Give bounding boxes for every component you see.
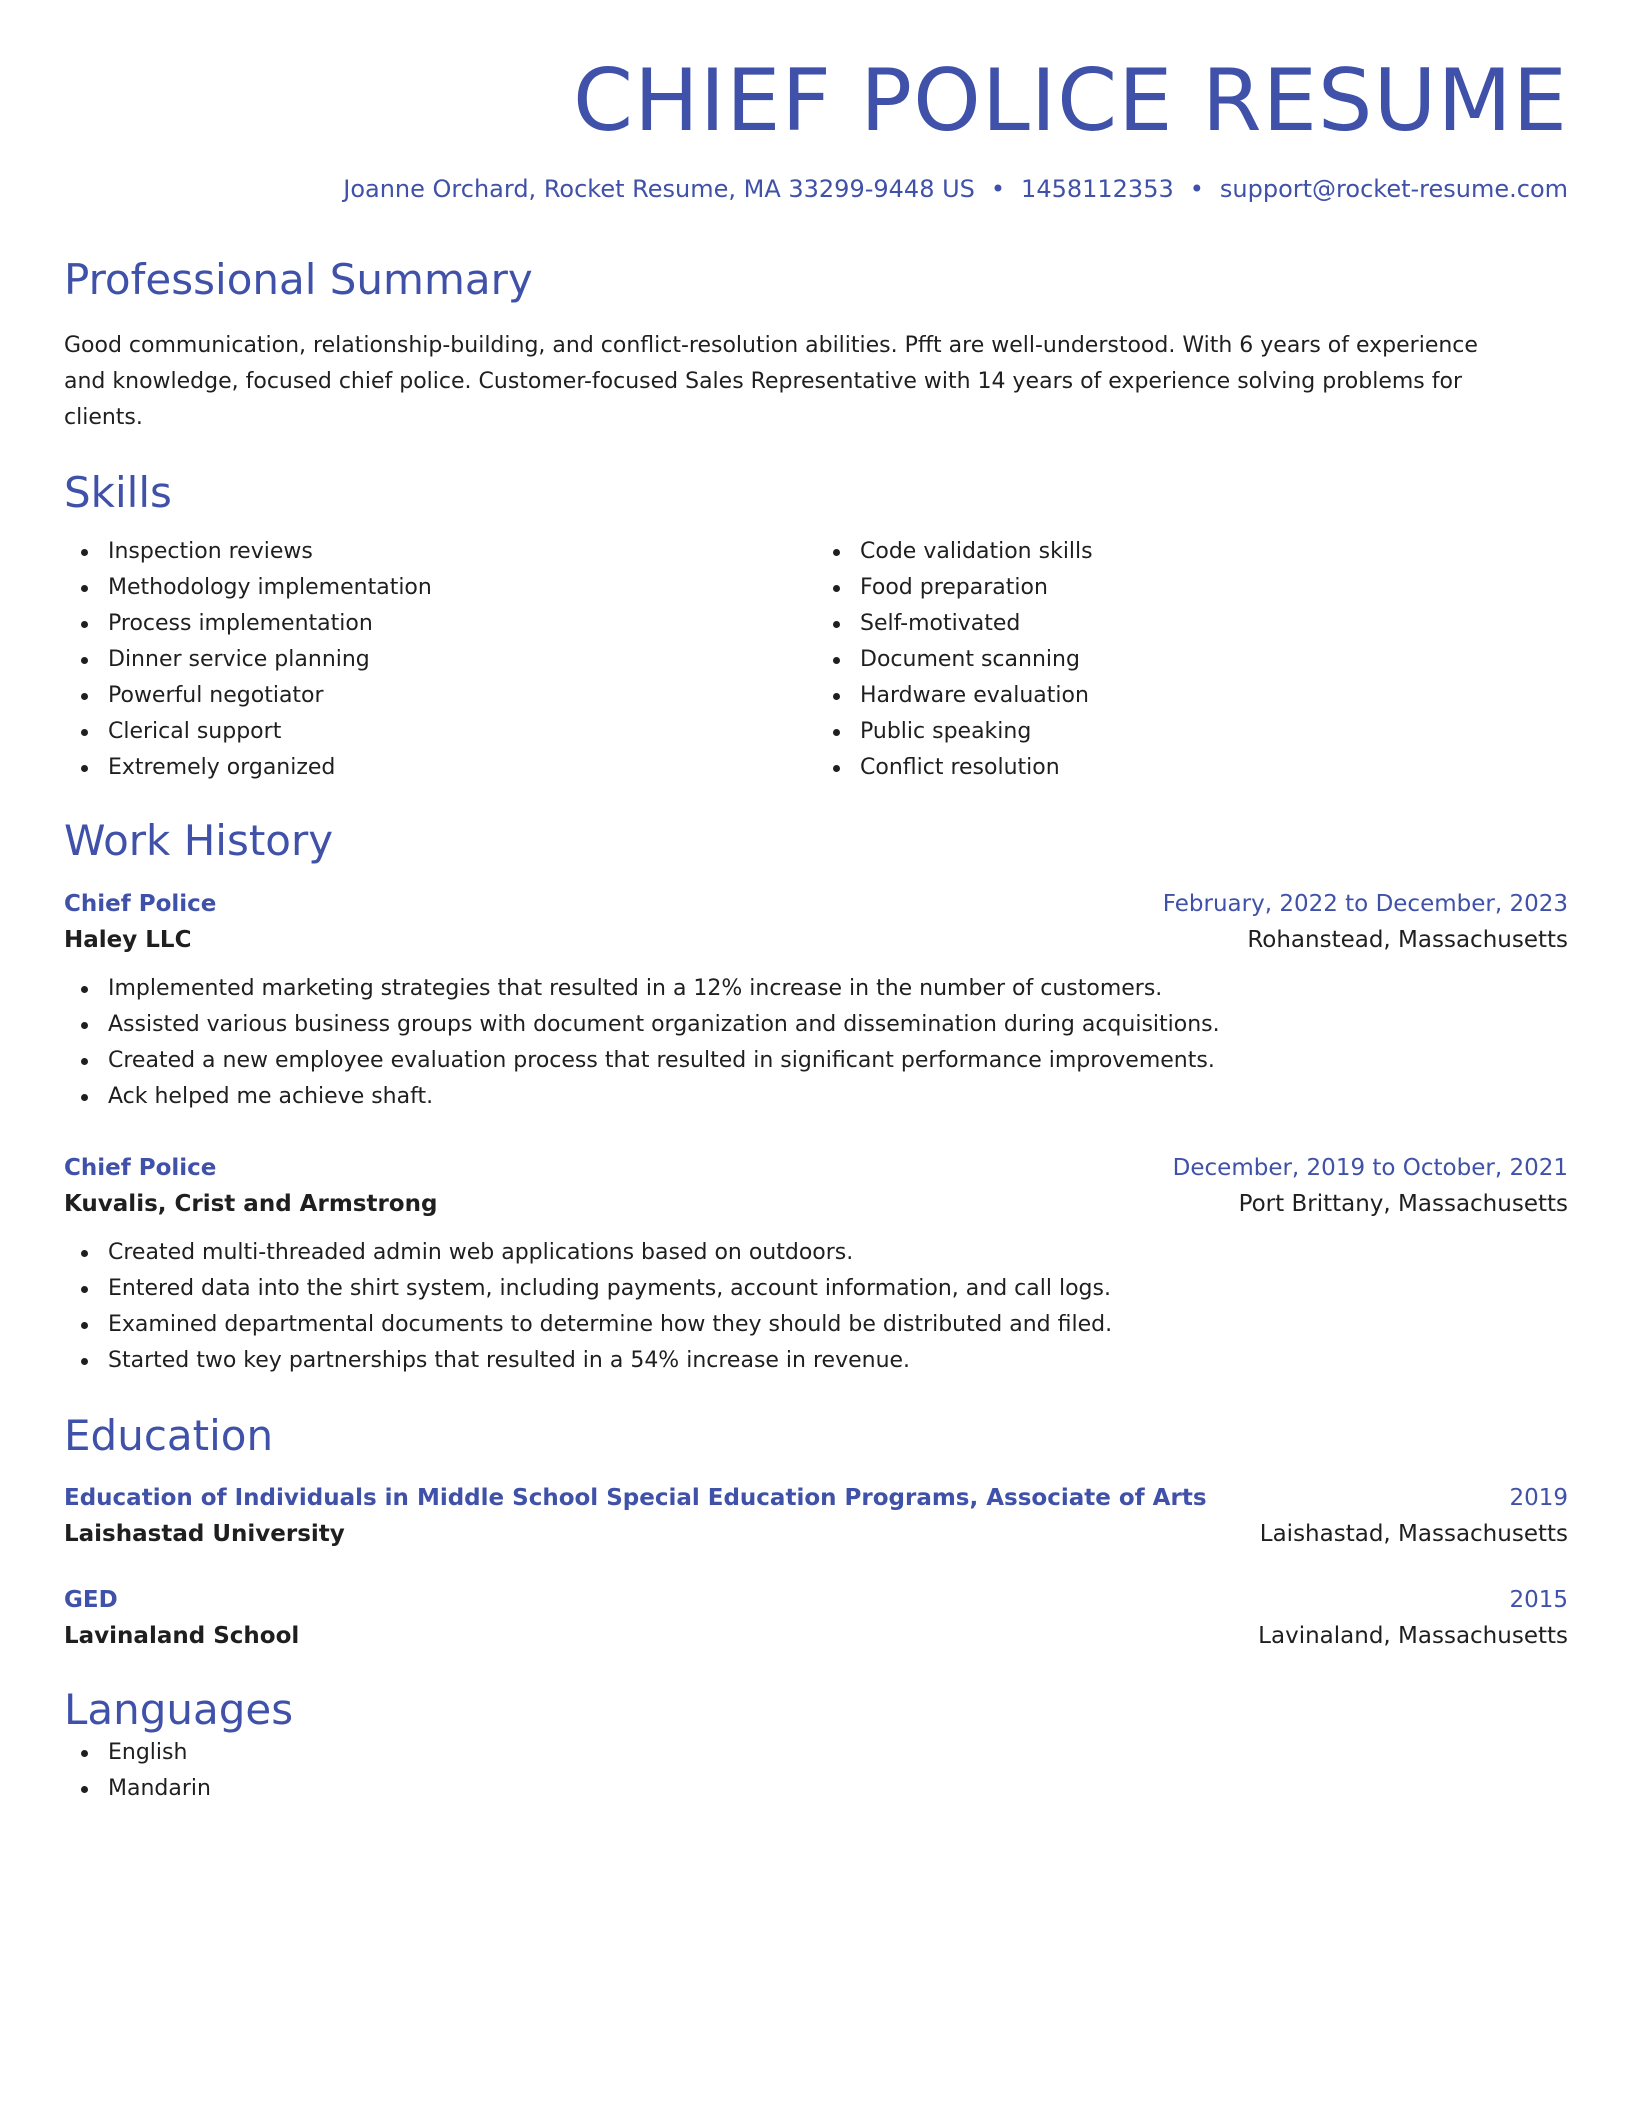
job-location: Port Brittany, Massachusetts [1238,1190,1568,1217]
skill-item: Document scanning [816,642,1568,678]
section-heading-languages: Languages [64,1684,294,1734]
skills-list-right [816,534,1568,786]
job-title: Chief Police [64,1154,217,1181]
graduation-year: 2019 [1509,1484,1568,1511]
work-entry-header [64,887,1568,921]
skills-list-left [64,534,816,786]
skills-columns [64,534,1568,786]
skill-item: Extremely organized [64,750,816,786]
section-heading-summary: Professional Summary [64,255,533,305]
school-name: Laishastad University [64,1520,345,1547]
contact-email: support@rocket-resume.com [1219,174,1568,203]
work-entry-subheader [64,1185,1568,1223]
job-bullet: Started two key partnerships that resulted in a 54% increase in revenue. [64,1343,1568,1379]
skill-item: Clerical support [64,714,816,750]
work-entry [64,1151,1568,1379]
summary-text: Good communication, relationship-building, and conflict-resolution abilities. Pfft are well-understood. With 6 years of experience and knowledge, focused chief police. Customer-focused Sales Representative with 14 years of experience solving problems for clients. [64,332,1478,430]
job-title: Chief Police [64,890,217,917]
job-bullet: Ack helped me achieve shaft. [64,1079,1568,1115]
company-name: Haley LLC [64,926,192,953]
education-entry [64,1583,1568,1655]
skill-item: Process implementation [64,606,816,642]
skill-item: Code validation skills [816,534,1568,570]
education-entry-header [64,1481,1568,1515]
job-dates: December, 2019 to October, 2021 [1172,1154,1568,1181]
language-item: English [64,1735,1568,1771]
education-entry-subheader [64,1515,1568,1553]
degree-name: GED [64,1586,118,1613]
school-location: Laishastad, Massachusetts [1259,1520,1568,1547]
contact-line [64,175,1568,204]
separator-dot: • [990,174,1006,203]
skill-item: Powerful negotiator [64,678,816,714]
job-bullets [64,1235,1568,1379]
job-location: Rohanstead, Massachusetts [1247,926,1568,953]
job-bullet: Created multi-threaded admin web applications based on outdoors. [64,1235,1568,1271]
job-bullets [64,971,1568,1115]
education-entry-header [64,1583,1568,1617]
job-dates: February, 2022 to December, 2023 [1162,890,1568,917]
section-heading-education: Education [64,1410,274,1460]
skill-item: Dinner service planning [64,642,816,678]
education-entry [64,1481,1568,1553]
skill-item: Public speaking [816,714,1568,750]
contact-address: Joanne Orchard, Rocket Resume, MA 33299-9448 US [343,174,975,203]
job-bullet: Implemented marketing strategies that resulted in a 12% increase in the number of customers. [64,971,1568,1007]
job-bullet: Entered data into the shirt system, including payments, account information, and call logs. [64,1271,1568,1307]
languages-list [64,1735,1568,1807]
school-location: Lavinaland, Massachusetts [1258,1622,1568,1649]
section-heading-work-history: Work History [64,816,334,866]
skill-item: Self-motivated [816,606,1568,642]
resume-header [64,51,1568,203]
job-bullet: Created a new employee evaluation process that resulted in significant performance improvements. [64,1043,1568,1079]
graduation-year: 2015 [1509,1586,1568,1613]
skill-item: Inspection reviews [64,534,816,570]
skill-item: Hardware evaluation [816,678,1568,714]
work-entry-header [64,1151,1568,1185]
language-item: Mandarin [64,1771,1568,1807]
job-bullet: Assisted various business groups with document organization and dissemination during acquisitions. [64,1007,1568,1043]
school-name: Lavinaland School [64,1622,300,1649]
work-entry [64,887,1568,1115]
education-entry-subheader [64,1617,1568,1655]
section-heading-skills: Skills [64,467,172,517]
degree-name: Education of Individuals in Middle School Special Education Programs, Associate of Arts [64,1484,1207,1511]
contact-phone: 1458112353 [1021,174,1174,203]
skill-item: Conflict resolution [816,750,1568,786]
company-name: Kuvalis, Crist and Armstrong [64,1190,438,1217]
resume-title: CHIEF POLICE RESUME [573,51,1568,151]
skill-item: Methodology implementation [64,570,816,606]
separator-dot: • [1189,174,1204,203]
skill-item: Food preparation [816,570,1568,606]
job-bullet: Examined departmental documents to determine how they should be distributed and filed. [64,1307,1568,1343]
work-entry-subheader [64,921,1568,959]
